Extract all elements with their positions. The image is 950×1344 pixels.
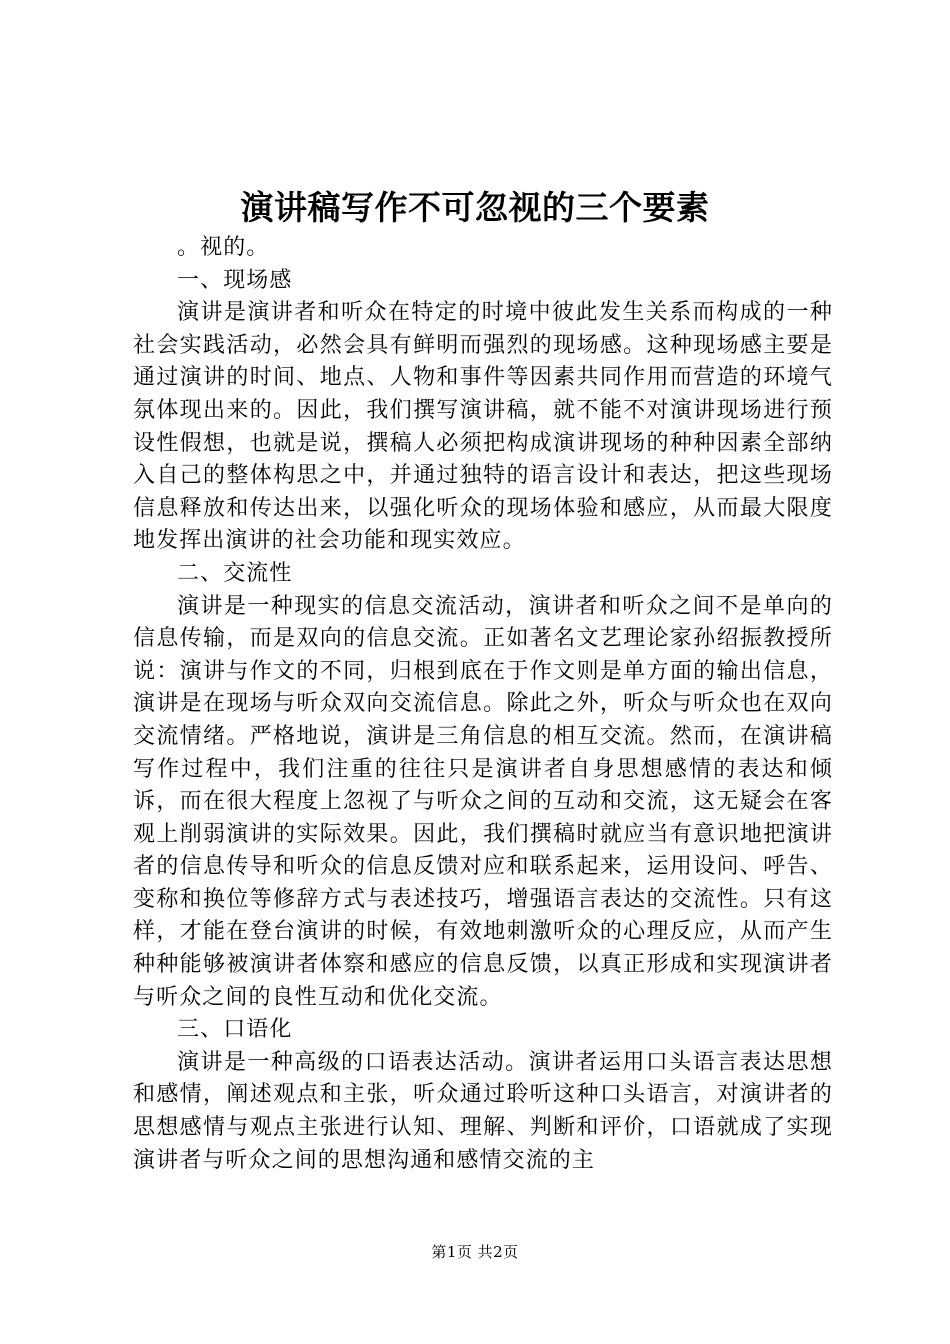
document-body xyxy=(133,232,833,1177)
section-paragraph: 演讲是一种现实的信息交流活动，演讲者和听众之间不是单向的信息传输，而是双向的信息交流。正如著名文艺理论家孙绍振教授所说：演讲与作文的不同，归根到底在于作文则是单方面的输出信息，演讲是在现场与听众双向交流信息。除此之外，听众与听众也在双向交流情绪。严格地说，演讲是三角信息的相互交流。然而，在演讲稿写作过程中，我们注重的往往只是演讲者自身思想感情的表达和倾诉，而在很大程度上忽视了与听众之间的互动和交流，这无疑会在客观上削弱演讲的实际效果。因此，我们撰稿时就应当有意识地把演讲者的信息传导和听众的信息反馈对应和联系起来，运用设问、呼告、变称和换位等修辞方式与表述技巧，增强语言表达的交流性。只有这样，才能在登台演讲的时候，有效地刺激听众的心理反应，从而产生种种能够被演讲者体察和感应的信息反馈，以真正形成和实现演讲者与听众之间的良性互动和优化交流。 xyxy=(133,593,833,1010)
section-heading: 二、交流性 xyxy=(177,560,293,586)
section-paragraph: 演讲是演讲者和听众在特定的时境中彼此发生关系而构成的一种社会实践活动，必然会具有鲜明而强烈的现场感。这种现场感主要是通过演讲的时间、地点、人物和事件等因素共同作用而营造的环境气氛体现出来的。因此，我们撰写演讲稿，就不能不对演讲现场进行预设性假想，也就是说，撰稿人必须把构成演讲现场的种种因素全部纳入自己的整体构思之中，并通过独特的语言设计和表达，把这些现场信息释放和传达出来，以强化听众的现场体验和感应，从而最大限度地发挥出演讲的社会功能和现实效应。 xyxy=(133,300,833,554)
section-heading: 一、现场感 xyxy=(177,267,293,293)
intro-line: 。视的。 xyxy=(177,235,270,260)
page-footer: 第1页 共2页 xyxy=(431,1243,519,1261)
section-paragraph: 演讲是一种高级的口语表达活动。演讲者运用口头语言表达思想和感情，阐述观点和主张，听众通过聆听这种口头语言，对演讲者的思想感情与观点主张进行认知、理解、判断和评价，口语就成了实现演讲者与听众之间的思想沟通和感情交流的主 xyxy=(133,1049,833,1173)
section-heading: 三、口语化 xyxy=(177,1017,293,1043)
document-title: 演讲稿写作不可忽视的三个要素 xyxy=(240,188,710,227)
